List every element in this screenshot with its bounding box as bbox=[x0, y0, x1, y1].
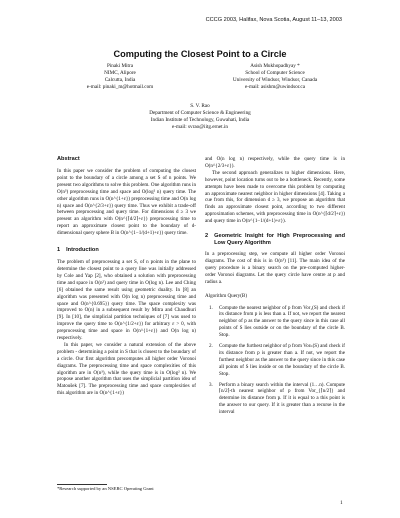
algorithm-step bbox=[209, 382, 345, 417]
section2-heading bbox=[205, 233, 345, 247]
intro-paragraph-2: In this paper, we consider a natural extension of the above problem - determining a point in S that is closest to the boundary of a circle. Our first algorithm precomputes all higher order Voronoi diagrams. The preprocessing time and space complexities of this algorithm are in O(n³), while the query time is in O(log² n). We propose another algorithm that uses the simplicial partition idea of Matoušek [7]. The preprocessing time and space complexities of this algorithm are in O(n^{1+ε}) bbox=[57, 341, 196, 397]
abstract-heading: Abstract bbox=[57, 156, 80, 162]
abstract-text: In this paper we consider the problem of computing the closest point to the boundary of a circle among a set S of n points. We present two algorithms to solve this problem. One algorithm runs in O(n³) preprocessing time and space and O(log² n) query time. The other algorithm runs in O(n^{1+ε}) preprocessing time and O(n log n) space and O(n^{2/3+ε}) query time. Thus we exhibit a trade-off between preprocessing and query time. For dimensions d ≥ 3 we present an algorithm with O(n^{⌈d/2⌉+ε}) preprocessing time to report an approximate closest point to the boundary of d-dimensional query sphere B in O(n^{1−1/(d+1)+ε}) query time. bbox=[57, 168, 196, 237]
left-column bbox=[57, 156, 196, 397]
right-paragraph-2: The second approach generalizes to higher dimensions. Here, however, point location turns out to be a bottleneck. Recently, some attempts have been made to overcome this problem by computing an approximate nearest neighbor in higher dimensions [4]. Taking a cue from this, for dimension d ≥ 3, we propose an algorithm that finds an approximate closest point, according to two different approximation schemes, with preprocessing time in O(n^{⌈d/2⌉+ε}) and query time in O(n^{1−1/(d+1)+ε}). bbox=[205, 169, 345, 225]
algorithm-step bbox=[209, 343, 345, 378]
step-text: Compute the furthest neighbor of p from Vorₙ(S) and check if its distance from p is greater than a. If not, we report the furthest neighbor as the answer to the query since in this case all points of S lies inside or on the boundary of the circle B. Stop. bbox=[219, 343, 345, 377]
author-email[interactable]: e-mail: pinaki_m@hotmail.com bbox=[86, 84, 154, 90]
author-city: University of Windsor, Windsor, Canada bbox=[232, 77, 318, 83]
author-block-2 bbox=[205, 63, 345, 91]
author-email[interactable]: e-mail: svrao@iitg.ernet.in bbox=[172, 124, 228, 130]
section-title: Geometric Insight for High Preprocessing and Low Query Algorithm bbox=[214, 233, 345, 247]
author-name: Asish Mukhopadhyay * bbox=[250, 63, 300, 69]
section-number: 2 bbox=[205, 233, 209, 240]
author-affiliation: Department of Computer Science & Engineering bbox=[149, 110, 251, 116]
author-affiliation: School of Computer Science bbox=[245, 70, 305, 76]
algorithm-step bbox=[209, 305, 345, 340]
intro-heading bbox=[57, 247, 196, 254]
algorithm-block bbox=[205, 293, 345, 417]
paper-title: Computing the Closest Point to a Circle bbox=[113, 49, 287, 59]
section-number: 1 bbox=[57, 247, 61, 254]
section2-paragraph-1: In a preprocessing step, we compute all higher order Voronoi diagrams. The cost of this is in O(n³) [11]. The main idea of the query procedure is a binary search on the pre-computed higher-order Voronoi diagrams. Let the query circle have centre at p and radius a. bbox=[205, 251, 345, 285]
page-number: 1 bbox=[340, 500, 343, 506]
author-block-3 bbox=[110, 103, 290, 131]
author-city: Calcutta, India bbox=[104, 77, 136, 83]
footnote: *Research supported by an NSERC Operating Grant bbox=[57, 486, 154, 491]
step-number: 2. bbox=[209, 343, 213, 350]
right-paragraph-1: and O(n log n) respectively, while the query time is in O(n^{2/3+ε}). bbox=[205, 156, 345, 169]
author-name: S. V. Rao bbox=[190, 103, 210, 109]
author-affiliation: NIMC, Alipore bbox=[104, 70, 136, 76]
step-text: Perform a binary search within the interval (1…n). Compute ⌈n/2⌉-th nearest neighbor of p from Vor_{⌈n/2⌉} and determine its distance from p. If it is equal to a this point is the answer to our query. If it is greater than a recurse in the interval bbox=[219, 381, 345, 416]
section-title: Introduction bbox=[66, 247, 99, 254]
running-head: CCCG 2003, Halifax, Nova Scotia, August 11–13, 2003 bbox=[205, 17, 342, 23]
algorithm-steps bbox=[205, 305, 345, 417]
step-number: 1. bbox=[209, 304, 213, 311]
author-city: Indian Institute of Technology, Guwahati, India bbox=[150, 117, 250, 123]
author-email[interactable]: e-mail: asishm@uwindsor.ca bbox=[244, 84, 306, 90]
step-text: Compute the nearest neighbor of p from Vor₁(S) and check if its distance from p is less than a. If not, we report the nearest neighbor of p as the answer to the query since in this case all points of S lies outside or on the boundary of the circle B. Stop. bbox=[219, 304, 345, 339]
right-column bbox=[205, 156, 345, 420]
intro-paragraph-1: The problem of preprocessing a set S, of n points in the plane to determine the closest point to a query line was initially addressed by Cole and Yap [2], who obtained a solution with preprocessing time and space in O(n²) and query time in O(log n). Lee and Ching [6] obtained the same result using geometric duality. In [8] an algorithm was presented with O(n log n) preprocessing time and space and O(n^{0.695}) query time. The space complexity was improved to O(n) in a subsequent result by Mitra and Chaudhuri [9]. In [10], the simplicial partition techniques of [7] was used to improve the query time to O(n^{1/2+ε}) for arbitrary ε > 0, with preprocessing time and space in O(n^{1+ε}) and O(n log n) respectively. bbox=[57, 259, 196, 342]
step-number: 3. bbox=[209, 381, 213, 388]
footnote-rule bbox=[57, 484, 107, 485]
author-block-1 bbox=[60, 63, 180, 91]
author-name: Pinaki Mitra bbox=[106, 63, 134, 69]
algorithm-heading: Algorithm Query(B) bbox=[205, 292, 248, 299]
